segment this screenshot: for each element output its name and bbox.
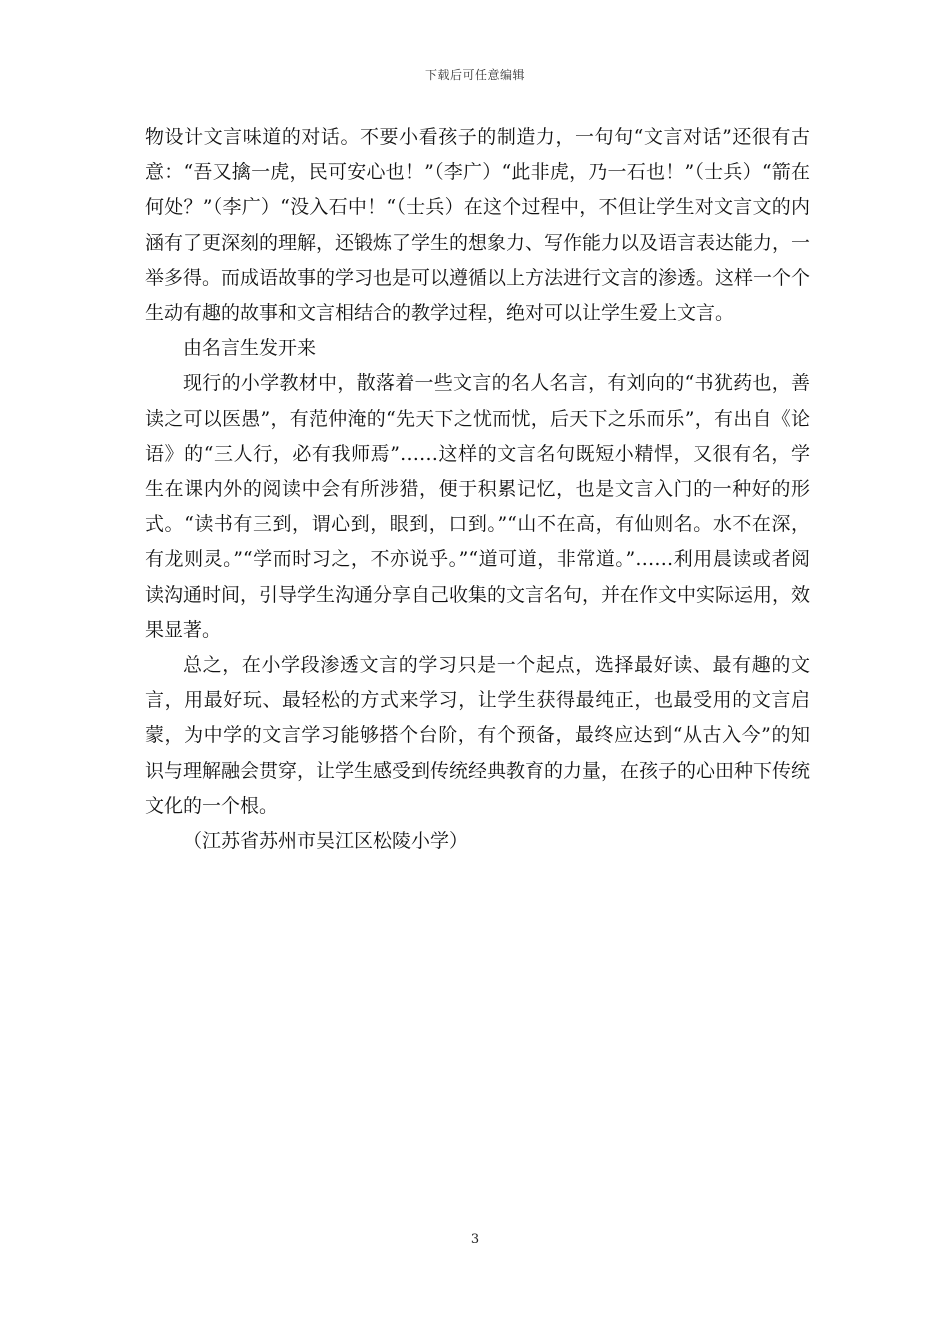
paragraph-dialogue: 物设计文言味道的对话。不要小看孩子的制造力，一句句“文言对话”还很有古意：“吾又擒一虎，民可安心也！”（李广）“此非虎，乃一石也！”（士兵）“箭在何处？”（李广）“没入石中！“（士兵）在这个过程中，不但让学生对文言文的内涵有了更深刻的理解，还锻炼了学生的想象力、写作能力以及语言表达能力，一举多得。而成语故事的学习也是可以遵循以上方法进行文言的渗透。这样一个个生动有趣的故事和文言相结合的教学过程，绝对可以让学生爱上文言。 [145, 126, 811, 325]
page-header: 下载后可任意编辑 [424, 68, 525, 82]
document-body [145, 120, 810, 859]
paragraph-quotes: 现行的小学教材中，散落着一些文言的名人名言，有刘向的“书犹药也，善读之可以医愚”，有范仲淹的“先天下之忧而忧，后天下之乐而乐”，有出自《论语》的“三人行，必有我师焉”……这样的文言名句既短小精悍，又很有名，学生在课内外的阅读中会有所涉猎，便于积累记忆，也是文言入门的一种好的形式。“读书有三到，谓心到，眼到，口到。”“山不在高，有仙则名。水不在深，有龙则灵。”“学而时习之，不亦说乎。”“道可道，非常道。”……利用晨读或者阅读沟通时间，引导学生沟通分享自己收集的文言名句，并在作文中实际运用，效果显著。 [145, 372, 811, 641]
paragraph-conclusion: 总之，在小学段渗透文言的学习只是一个起点，选择最好读、最有趣的文言，用最好玩、最轻松的方式来学习，让学生获得最纯正，也最受用的文言启蒙，为中学的文言学习能够搭个台阶，有个预备，最终应达到“从古入今”的知识与理解融会贯穿，让学生感受到传统经典教育的力量，在孩子的心田种下传统文化的一个根。 [145, 654, 811, 817]
author-affiliation: （江苏省苏州市吴江区松陵小学） [183, 830, 469, 853]
section-heading: 由名言生发开来 [183, 337, 317, 360]
page-number: 3 [470, 1232, 480, 1247]
